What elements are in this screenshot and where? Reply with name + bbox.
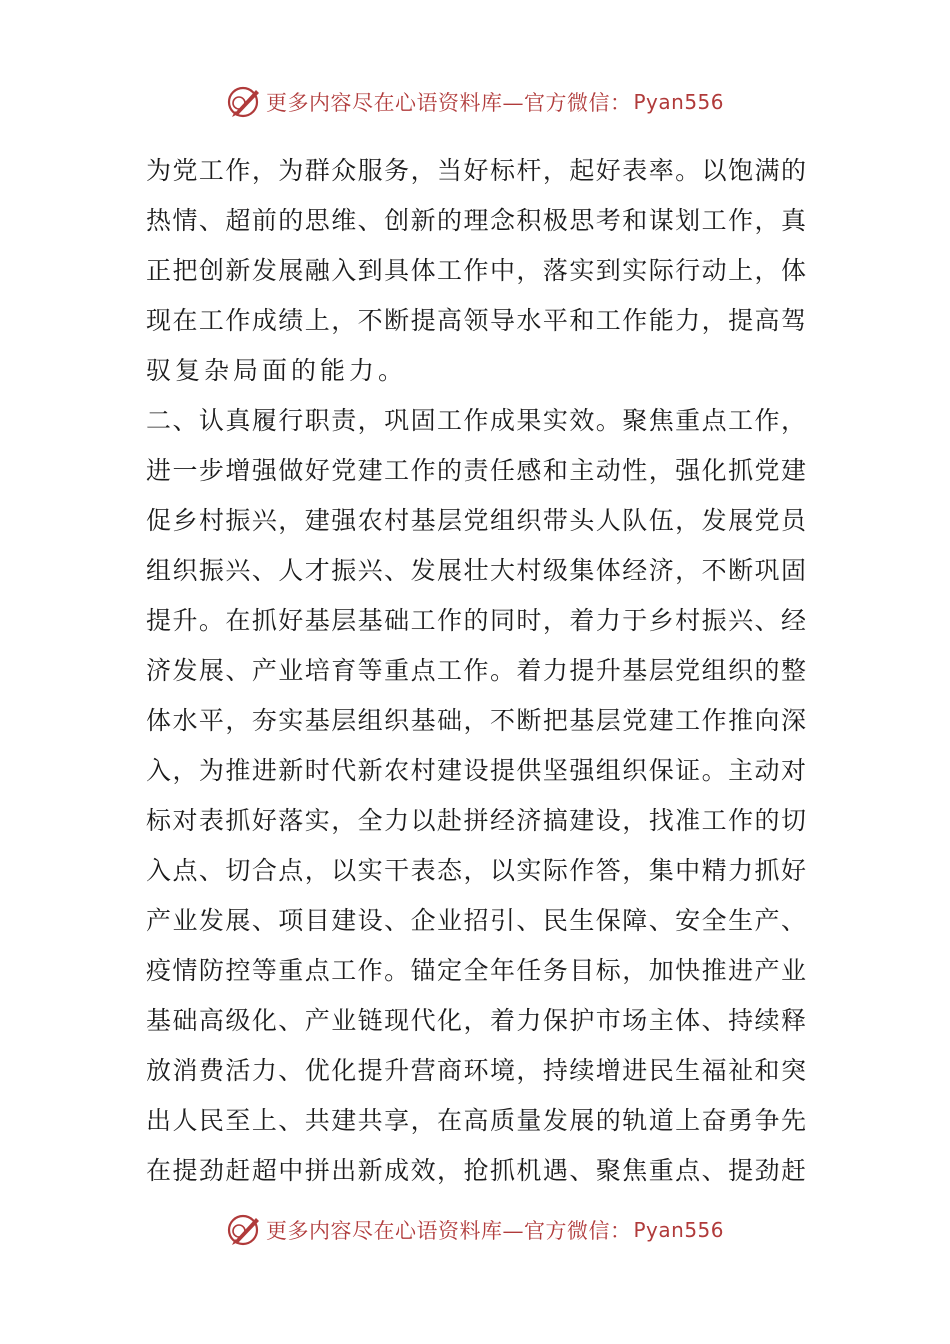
text-line: 入，为推进新时代新农村建设提供坚强组织保证。主动对 [146,756,806,785]
banner-text: 更多内容尽在心语资料库—官方微信： [265,91,632,115]
banner-wechat-id: Pyan556 [633,90,724,114]
text-line: 放消费活力、优化提升营商环境，持续增进民生福祉和突 [146,1056,806,1085]
text-line: 二、认真履行职责，巩固工作成果实效。聚焦重点工作， [146,406,806,435]
text-line: 出人民至上、共建共享，在高质量发展的轨道上奋勇争先 [146,1106,806,1135]
text-line: 现在工作成绩上，不断提高领导水平和工作能力，提高驾 [146,306,806,335]
text-line: 促乡村振兴，建强农村基层党组织带头人队伍，发展党员 [146,506,806,535]
pen-logo-icon [226,1212,262,1248]
header-banner [0,80,950,124]
banner-text: 更多内容尽在心语资料库—官方微信： [265,1219,632,1243]
text-line: 热情、超前的思维、创新的理念积极思考和谋划工作，真 [146,206,806,235]
text-line: 体水平，夯实基层组织基础，不断把基层党建工作推向深 [146,706,806,735]
text-line: 入点、切合点，以实干表态，以实际作答，集中精力抓好 [146,856,806,885]
text-line: 正把创新发展融入到具体工作中，落实到实际行动上，体 [146,256,806,285]
text-line: 疫情防控等重点工作。锚定全年任务目标，加快推进产业 [146,956,806,985]
text-line: 标对表抓好落实，全力以赴拼经济搞建设，找准工作的切 [146,806,806,835]
text-line: 提升。在抓好基层基础工作的同时，着力于乡村振兴、经 [146,606,806,635]
pen-logo-icon [226,84,262,120]
footer-banner [0,1208,950,1252]
text-line: 济发展、产业培育等重点工作。着力提升基层党组织的整 [146,656,806,685]
text-line: 基础高级化、产业链现代化，着力保护市场主体、持续释 [146,1006,806,1035]
text-line: 为党工作，为群众服务，当好标杆，起好表率。以饱满的 [146,156,806,185]
text-line: 产业发展、项目建设、企业招引、民生保障、安全生产、 [146,906,806,935]
banner-wechat-id: Pyan556 [633,1218,724,1242]
text-line: 在提劲赶超中拼出新成效，抢抓机遇、聚焦重点、提劲赶 [146,1156,806,1185]
text-line: 进一步增强做好党建工作的责任感和主动性，强化抓党建 [146,456,806,485]
text-line: 驭复杂局面的能力。 [146,356,408,385]
text-line: 组织振兴、人才振兴、发展壮大村级集体经济，不断巩固 [146,556,806,585]
document-body [146,146,806,1196]
